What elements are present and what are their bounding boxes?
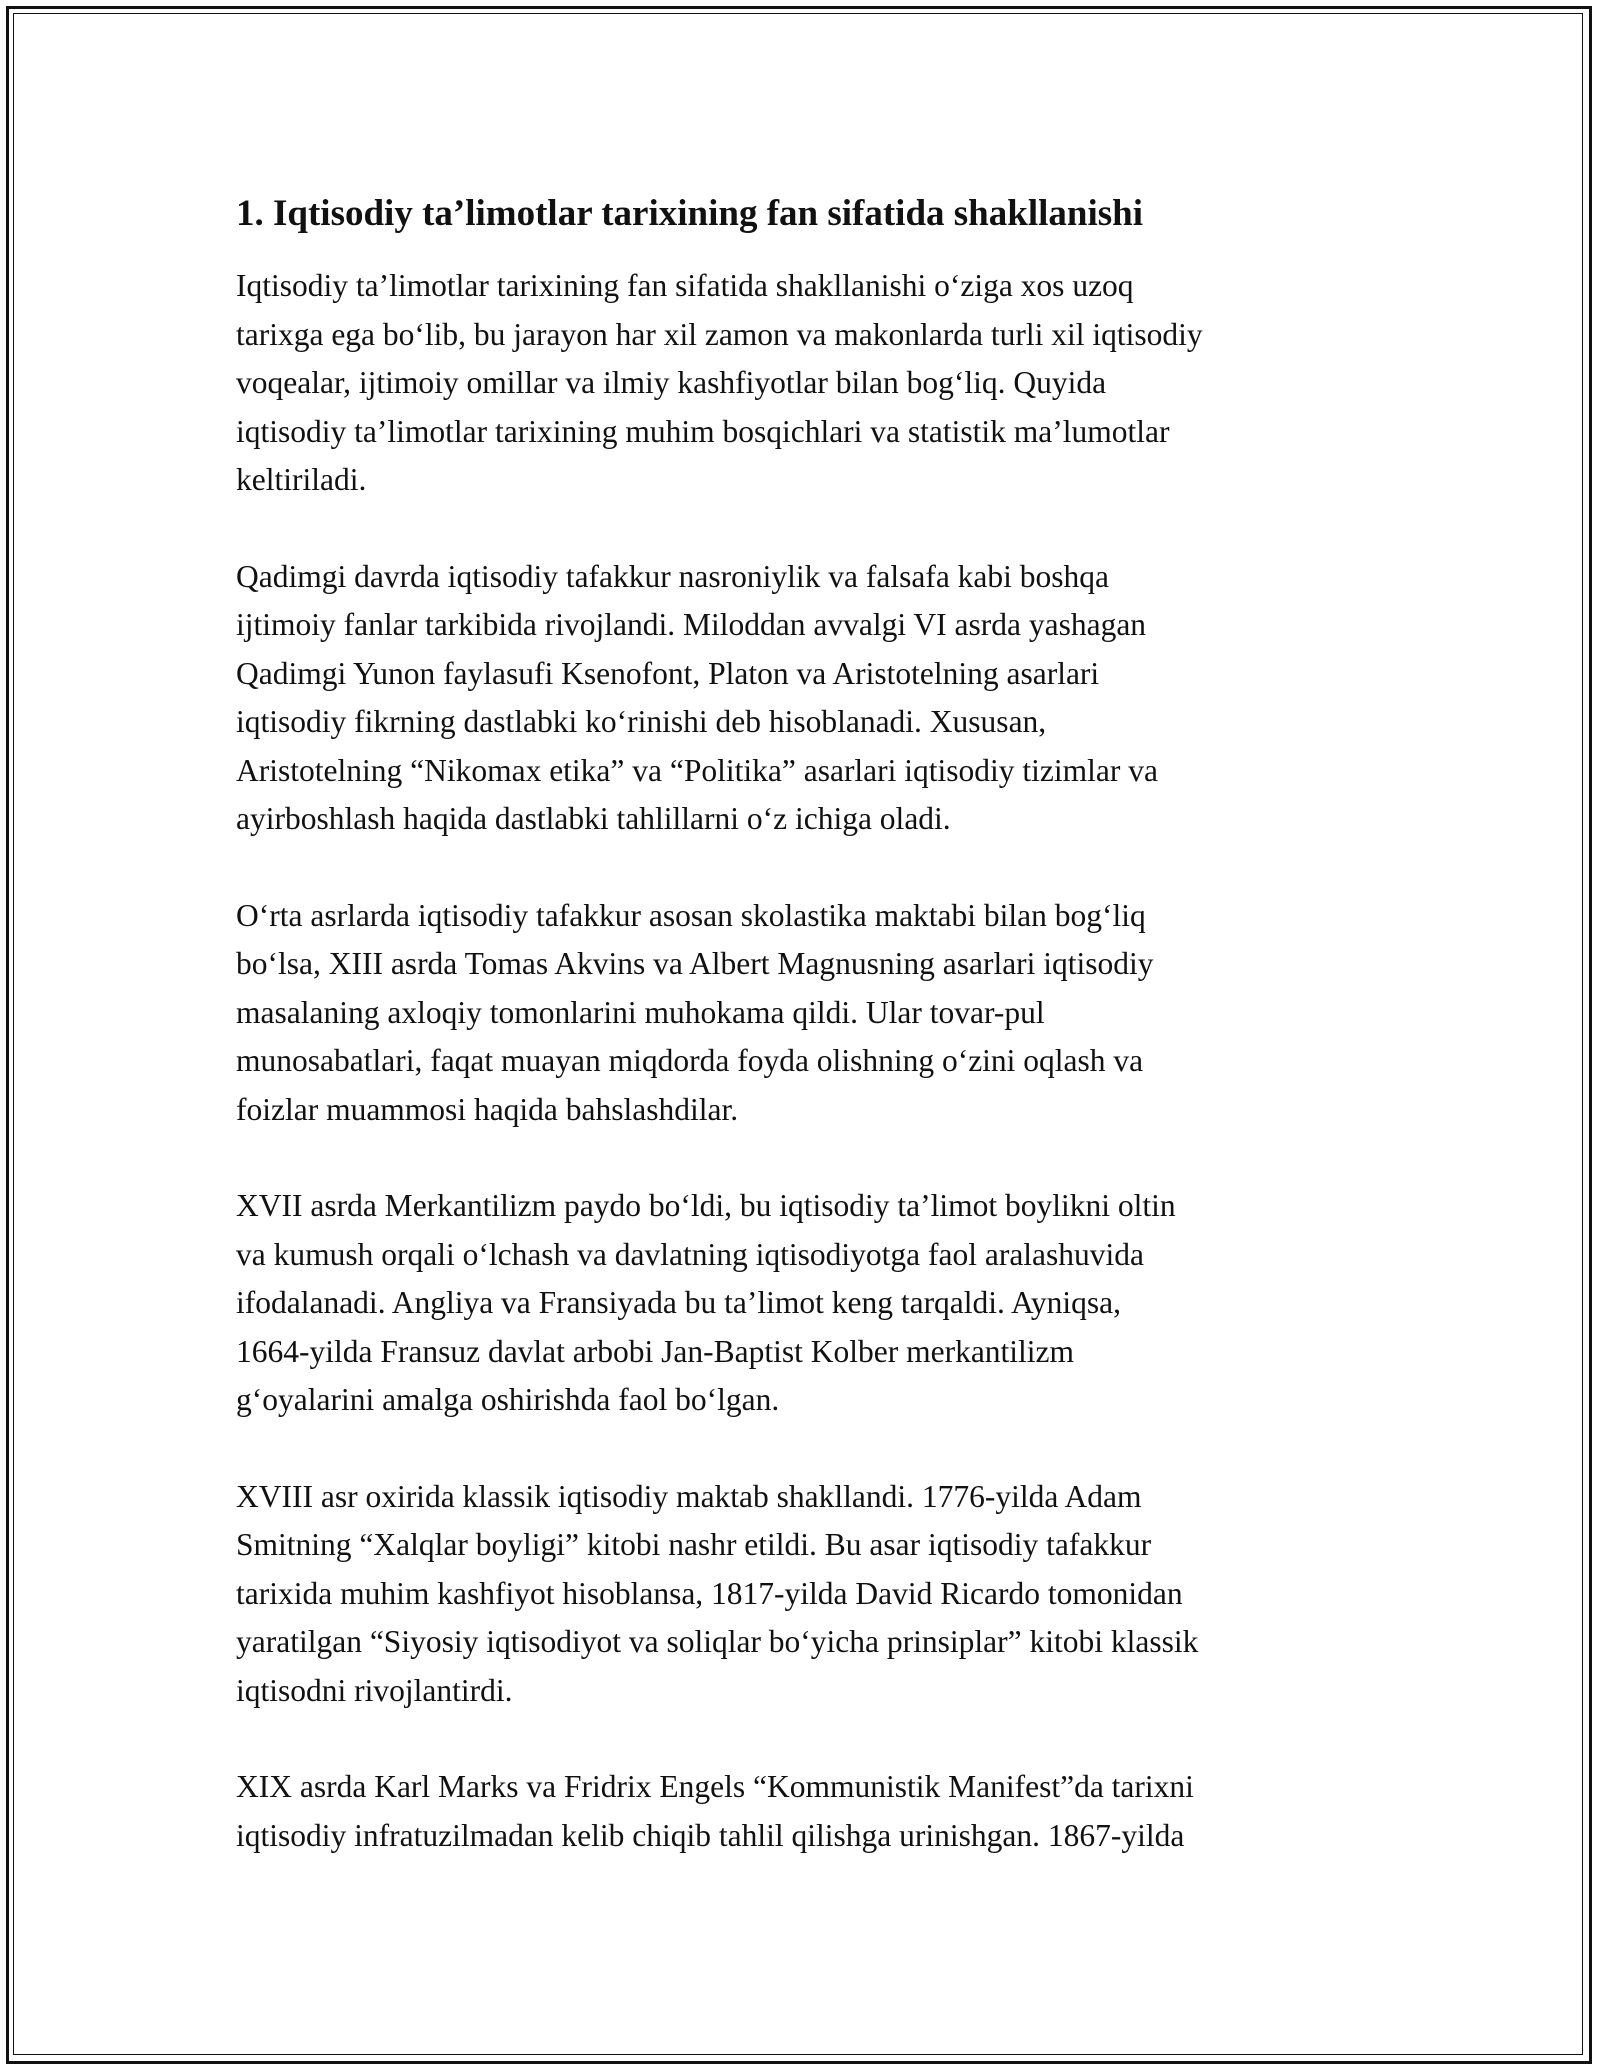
paragraph-line: tarixga ega bo‘lib, bu jarayon har xil zamon va makonlarda turli xil iqtisodiy: [236, 316, 1203, 352]
paragraph: [236, 553, 1366, 844]
paragraph-line: foizlar muammosi haqida bahslashdilar.: [236, 1091, 739, 1127]
paragraph-line: ifodalanadi. Angliya va Fransiyada bu ta’limot keng tarqaldi. Ayniqsa,: [236, 1285, 1122, 1320]
paragraph-line: iqtisodni rivojlantirdi.: [236, 1672, 513, 1708]
paragraph-line: masalaning axloqiy tomonlarini muhokama qildi. Ular tovar-pul: [236, 994, 1045, 1030]
paragraph-line: Iqtisodiy ta’limotlar tarixining fan sifatida shakllanishi o‘ziga xos uzoq: [236, 268, 1134, 303]
paragraph-line: ayirboshlash haqida dastlabki tahlillarni o‘z ichiga oladi.: [236, 801, 951, 836]
paragraph-line: Qadimgi Yunon faylasufi Ksenofont, Platon va Aristotelning asarlari: [236, 655, 1100, 691]
paragraph: [236, 262, 1366, 505]
paragraph-line: XVII asrda Merkantilizm paydo bo‘ldi, bu iqtisodiy ta’limot boylikni oltin: [236, 1188, 1176, 1223]
paragraph: [236, 892, 1366, 1135]
paragraph-line: voqealar, ijtimoiy omillar va ilmiy kashfiyotlar bilan bog‘liq. Quyida: [236, 365, 1107, 400]
paragraph-line: iqtisodiy ta’limotlar tarixining muhim bosqichlari va statistik ma’lumotlar: [236, 413, 1170, 449]
paragraph-line: iqtisodiy infratuzilmadan kelib chiqib tahlil qilishga urinishgan. 1867-yilda: [236, 1817, 1185, 1853]
paragraph-line: 1664-yilda Fransuz davlat arbobi Jan-Baptist Kolber merkantilizm: [236, 1333, 1075, 1369]
paragraph-line: iqtisodiy fikrning dastlabki ko‘rinishi deb hisoblanadi. Xususan,: [236, 704, 1047, 739]
paragraph-line: XVIII asr oxirida klassik iqtisodiy maktab shakllandi. 1776-yilda Adam: [236, 1478, 1142, 1514]
paragraph-line: va kumush orqali o‘lchash va davlatning iqtisodiyotga faol aralashuvida: [236, 1236, 1145, 1272]
paragraph-list: [236, 262, 1366, 1860]
section-title: 1. Iqtisodiy ta’limotlar tarixining fan sifatida shakllanishi: [236, 193, 1144, 234]
paragraph-line: yaratilgan “Siyosiy iqtisodiyot va soliqlar bo‘yicha prinsiplar” kitobi klassik: [236, 1624, 1199, 1659]
paragraph: [236, 1473, 1366, 1716]
document-body: [236, 186, 1366, 1908]
paragraph: [236, 1763, 1366, 1860]
paragraph-line: keltiriladi.: [236, 462, 367, 497]
paragraph-line: XIX asrda Karl Marks va Fridrix Engels “Kommunistik Manifest”da tarixni: [236, 1769, 1194, 1804]
paragraph-line: Smitning “Xalqlar boyligi” kitobi nashr etildi. Bu asar iqtisodiy tafakkur: [236, 1527, 1152, 1562]
paragraph: [236, 1182, 1366, 1425]
paragraph-line: munosabatlari, faqat muayan miqdorda foyda olishning o‘zini oqlash va: [236, 1043, 1144, 1078]
paragraph-line: O‘rta asrlarda iqtisodiy tafakkur asosan skolastika maktabi bilan bog‘liq: [236, 897, 1146, 933]
paragraph-line: g‘oyalarini amalga oshirishda faol bo‘lgan.: [236, 1382, 780, 1417]
paragraph-line: Aristotelning “Nikomax etika” va “Politika” asarlari iqtisodiy tizimlar va: [236, 752, 1158, 788]
paragraph-line: Qadimgi davrda iqtisodiy tafakkur nasroniylik va falsafa kabi boshqa: [236, 558, 1110, 594]
paragraph-line: bo‘lsa, XIII asrda Tomas Akvins va Albert Magnusning asarlari iqtisodiy: [236, 946, 1154, 981]
paragraph-line: ijtimoiy fanlar tarkibida rivojlandi. Miloddan avvalgi VI asrda yashagan: [236, 607, 1147, 642]
paragraph-line: tarixida muhim kashfiyot hisoblansa, 1817-yilda David Ricardo tomonidan: [236, 1575, 1183, 1611]
